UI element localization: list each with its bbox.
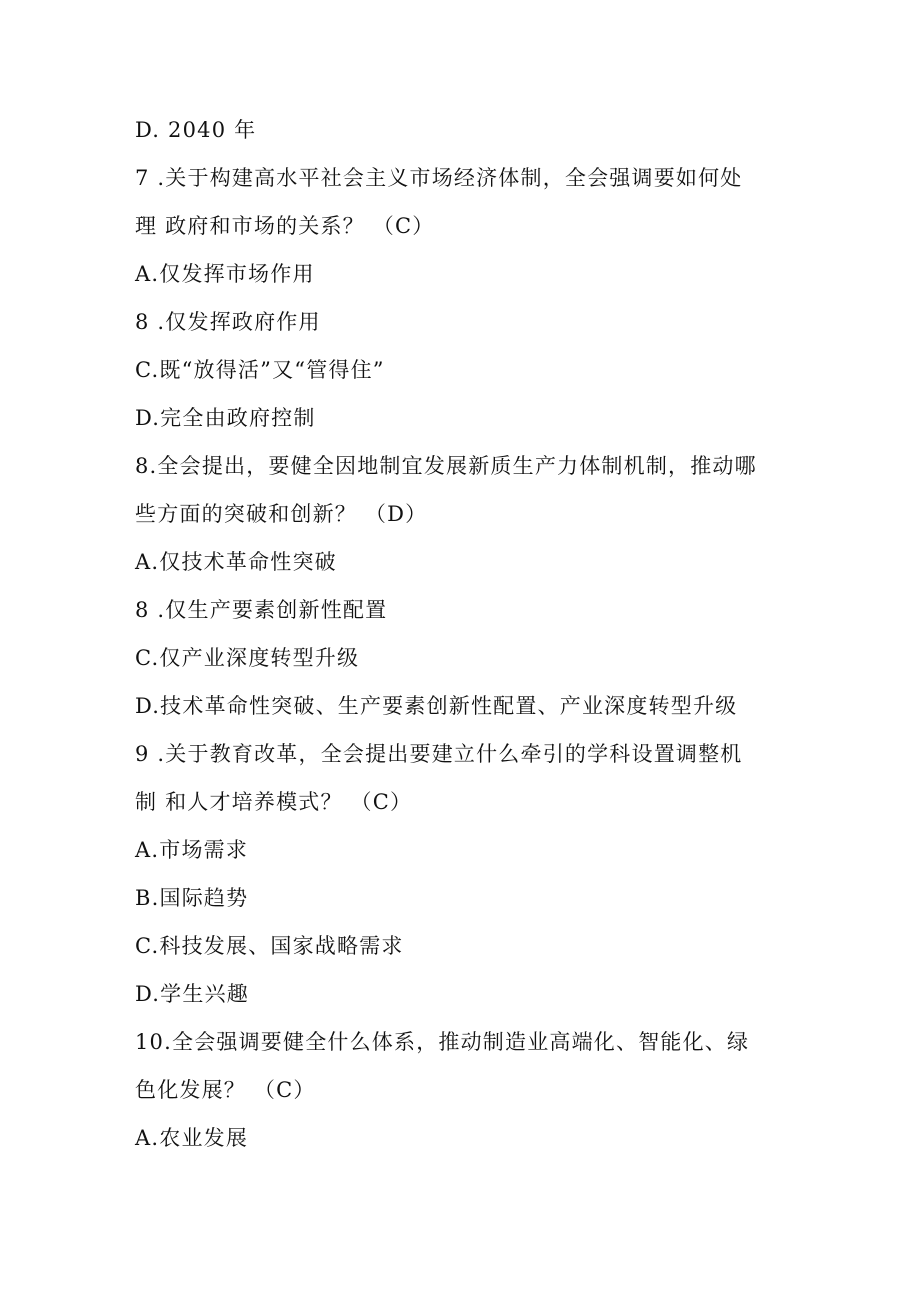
option-c-q8: C.仅产业深度转型升级 <box>135 646 360 670</box>
question-9-line-1: 9 .关于教育改革，全会提出要建立什么牵引的学科设置调整机 <box>135 742 743 766</box>
question-7-line-1: 7 .关于构建高水平社会主义市场经济体制，全会强调要如何处 <box>135 166 743 190</box>
option-a-q10: A.农业发展 <box>135 1126 249 1150</box>
option-d-q6: D. 2040 年 <box>135 118 257 142</box>
option-b-q9: B.国际趋势 <box>135 886 249 910</box>
question-8-line-2: 些方面的突破和创新？ （D） <box>135 502 428 526</box>
option-d-q7: D.完全由政府控制 <box>135 406 316 430</box>
option-d-q8: D.技术革命性突破、生产要素创新性配置、产业深度转型升级 <box>135 694 738 718</box>
question-10-line-1: 10.全会强调要健全什么体系，推动制造业高端化、智能化、绿 <box>135 1030 750 1054</box>
option-a-q8: A.仅技术革命性突破 <box>135 550 337 574</box>
option-c-q7: C.既“放得活”又“管得住” <box>135 358 385 382</box>
question-10-line-2: 色化发展？ （C） <box>135 1078 316 1102</box>
option-b-q8: 8 .仅生产要素创新性配置 <box>135 598 388 622</box>
question-7-line-2: 理 政府和市场的关系？ （C） <box>135 214 435 238</box>
option-a-q7: A.仅发挥市场作用 <box>135 262 315 286</box>
question-9-line-2: 制 和人才培养模式？ （C） <box>135 790 413 814</box>
option-b-q7: 8 .仅发挥政府作用 <box>135 310 321 334</box>
option-a-q9: A.市场需求 <box>135 838 249 862</box>
question-8-line-1: 8.全会提出，要健全因地制宜发展新质生产力体制机制，推动哪 <box>135 454 757 478</box>
option-d-q9: D.学生兴趣 <box>135 982 249 1006</box>
option-c-q9: C.科技发展、国家战略需求 <box>135 934 404 958</box>
